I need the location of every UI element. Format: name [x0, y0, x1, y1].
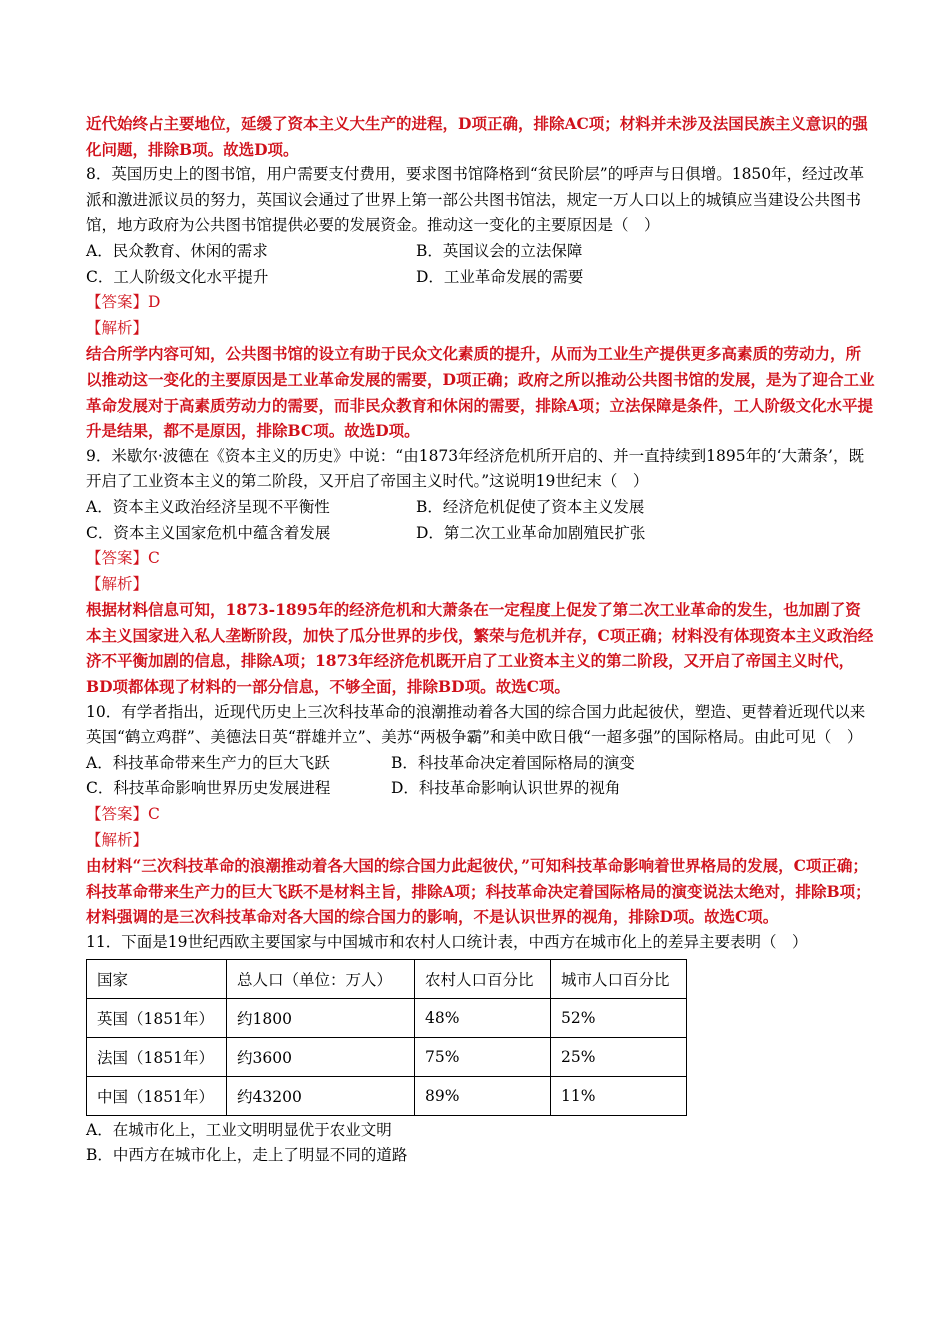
- q8-options: [86, 239, 876, 290]
- q7-analysis-tail: 近代始终占主要地位，延缓了资本主义大生产的进程，D项正确，排除AC项；材料并未涉及法国民族主义意识的强化问题，排除B项。故选D项。: [86, 114, 868, 159]
- q10-options: [86, 751, 876, 802]
- table-header-row: [87, 959, 687, 998]
- q10-option-a: A．科技革命带来生产力的巨大飞跃: [86, 753, 330, 772]
- q11-stem: 11．下面是19世纪西欧主要国家与中国城市和农村人口统计表，中西方在城市化上的差异主要表明（ ）: [86, 933, 808, 951]
- table-row: [87, 998, 687, 1037]
- q10-answer: 【答案】C: [86, 805, 160, 824]
- table-cell: 约1800: [227, 998, 415, 1037]
- table-cell: 52%: [551, 998, 687, 1037]
- table-header-cell: 农村人口百分比: [415, 959, 551, 998]
- q8-option-a: A．民众教育、休闲的需求: [86, 241, 268, 260]
- q8-stem: 8．英国历史上的图书馆，用户需要支付费用，要求图书馆降格到“贫民阶层”的呼声与日俱增。1850年，经过改革派和激进派议员的努力，英国议会通过了世界上第一部公共图书馆法，规定一万人口以上的城镇应当建设公共图书馆，地方政府为公共图书馆提供必要的发展资金。推动这一变化的主要原因是（ ）: [86, 165, 865, 235]
- table-cell: 中国（1851年）: [87, 1076, 227, 1115]
- document-page: [86, 111, 876, 1169]
- q10-analysis-label: 【解析】: [86, 830, 149, 849]
- table-cell: 英国（1851年）: [87, 998, 227, 1037]
- q8-option-d: D．工业革命发展的需要: [416, 267, 584, 286]
- q9-option-b: B．经济危机促使了资本主义发展: [416, 497, 645, 516]
- q9-option-d: D．第二次工业革命加剧殖民扩张: [416, 523, 646, 542]
- table-cell: 48%: [415, 998, 551, 1037]
- table-cell: 约3600: [227, 1037, 415, 1076]
- q10-stem: 10．有学者指出，近现代历史上三次科技革命的浪潮推动着各大国的综合国力此起彼伏，塑造、更替着近现代以来英国“鹤立鸡群”、美德法日英“群雄并立”、美苏“两极争霸”和美中欧日俄“一超多强”的国际格局。由此可见（ ）: [86, 702, 866, 747]
- table-row: [87, 1037, 687, 1076]
- table-cell: 11%: [551, 1076, 687, 1115]
- table-cell: 法国（1851年）: [87, 1037, 227, 1076]
- q8-option-b: B．英国议会的立法保障: [416, 241, 583, 260]
- population-table: [86, 959, 687, 1116]
- q8-answer: 【答案】D: [86, 293, 161, 312]
- q11-option-a: A．在城市化上，工业文明明显优于农业文明: [86, 1120, 392, 1139]
- q10-option-b: B．科技革命决定着国际格局的演变: [391, 753, 635, 772]
- q10-option-c: C．科技革命影响世界历史发展进程: [86, 779, 331, 798]
- q9-option-a: A．资本主义政治经济呈现不平衡性: [86, 497, 330, 516]
- q9-stem: 9．米歇尔·波德在《资本主义的历史》中说：“由1873年经济危机所开启的、并一直持续到1895年的‘大萧条’，既开启了工业资本主义的第二阶段，又开启了帝国主义时代。”这说明19世纪末（ ）: [86, 446, 864, 491]
- q9-option-c: C．资本主义国家危机中蕴含着发展: [86, 523, 331, 542]
- q9-analysis: 根据材料信息可知，1873-1895年的经济危机和大萧条在一定程度上促发了第二次工业革命的发生，也加剧了资本主义国家进入私人垄断阶段，加快了瓜分世界的步伐，繁荣与危机并存，C项正确；材料没有体现资本主义政治经济不平衡加剧的信息，排除A项；1873年经济危机既开启了工业资本主义的第二阶段，又开启了帝国主义时代，BD项都体现了材料的一部分信息，不够全面，排除BD项。故选C项。: [86, 600, 874, 697]
- table-header-cell: 总人口（单位：万人）: [227, 959, 415, 998]
- q8-analysis: 结合所学内容可知，公共图书馆的设立有助于民众文化素质的提升，从而为工业生产提供更多高素质的劳动力，所以推动这一变化的主要原因是工业革命发展的需要，D项正确；政府之所以推动公共图书馆的发展，是为了迎合工业革命发展对于高素质劳动力的需要，而非民众教育和休闲的需要，排除A项；立法保障是条件，工人阶级文化水平提升是结果，都不是原因，排除BC项。故选D项。: [86, 344, 875, 441]
- q9-analysis-label: 【解析】: [86, 574, 149, 593]
- q9-options: [86, 495, 876, 546]
- q9-answer: 【答案】C: [86, 549, 160, 568]
- q10-analysis: 由材料“三次科技革命的浪潮推动着各大国的综合国力此起彼伏，”可知科技革命影响着世界格局的发展，C项正确；科技革命带来生产力的巨大飞跃不是材料主旨，排除A项；科技革命决定着国际格局的演变说法太绝对，排除B项；材料强调的是三次科技革命对各大国的综合国力的影响，不是认识世界的视角，排除D项。故选C项。: [86, 856, 871, 927]
- q11-option-b: B．中西方在城市化上，走上了明显不同的道路: [86, 1146, 408, 1165]
- table-cell: 25%: [551, 1037, 687, 1076]
- table-header-cell: 国家: [87, 959, 227, 998]
- table-row: [87, 1076, 687, 1115]
- table-cell: 75%: [415, 1037, 551, 1076]
- table-cell: 89%: [415, 1076, 551, 1115]
- table-header-cell: 城市人口百分比: [551, 959, 687, 998]
- table-cell: 约43200: [227, 1076, 415, 1115]
- q10-option-d: D．科技革命影响认识世界的视角: [391, 779, 621, 798]
- q8-analysis-label: 【解析】: [86, 318, 149, 337]
- q8-option-c: C．工人阶级文化水平提升: [86, 267, 269, 286]
